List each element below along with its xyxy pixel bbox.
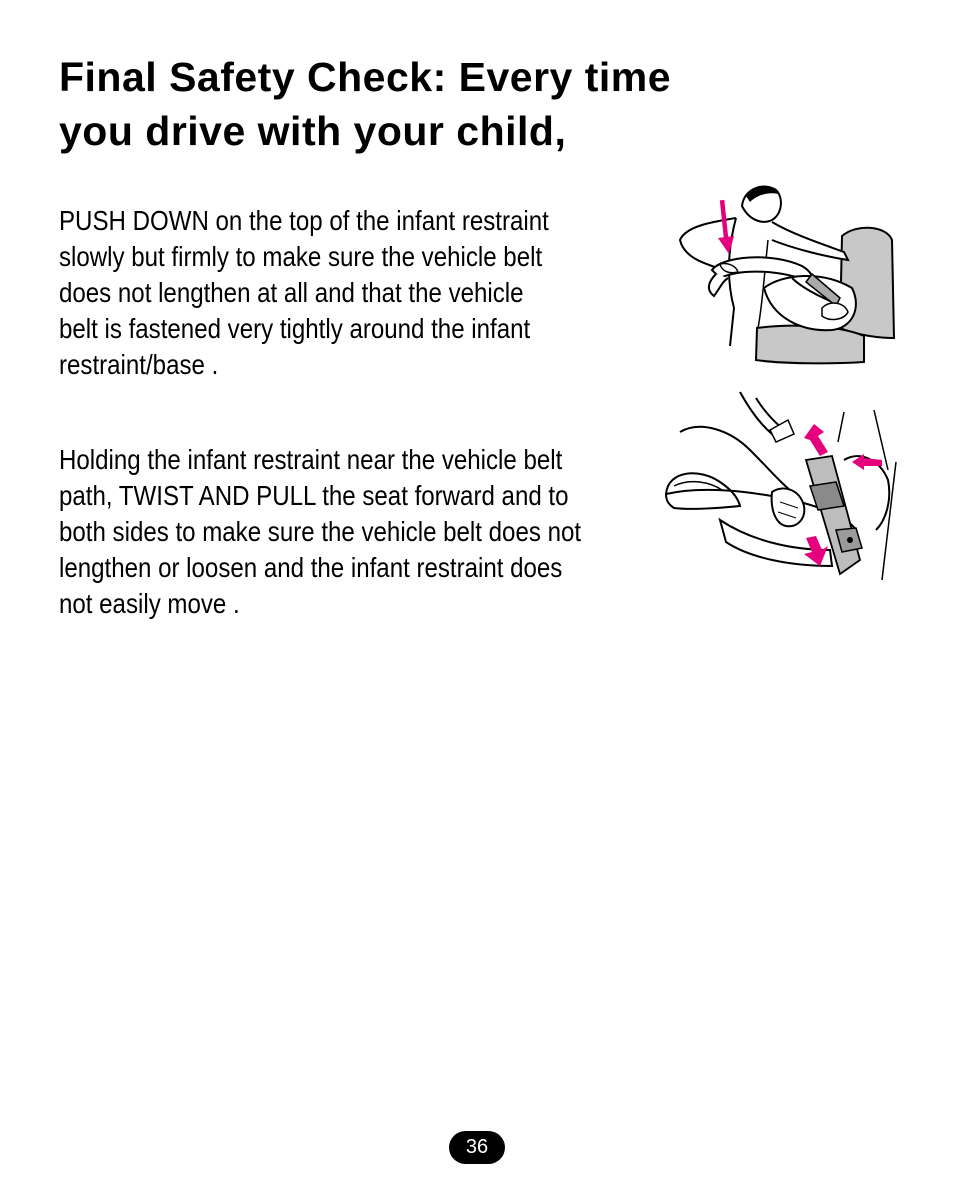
push-down-illustration <box>672 178 904 368</box>
text-line: path, TWIST AND PULL the seat forward and to <box>59 480 569 511</box>
twist-pull-instruction <box>59 442 661 622</box>
text-line: both sides to make sure the vehicle belt does not <box>59 516 582 547</box>
text-line: lengthen or loosen and the infant restraint does <box>59 552 563 583</box>
page-number-badge: 36 <box>449 1131 505 1164</box>
text-line: not easily move . <box>59 588 240 619</box>
push-down-arrow-icon <box>718 200 734 254</box>
text-line: slowly but firmly to make sure the vehicle belt <box>59 241 543 272</box>
text-line: belt is fastened very tightly around the infant <box>59 313 531 344</box>
push-down-instruction <box>59 203 661 383</box>
text-line: does not lengthen at all and that the vehicle <box>59 277 524 308</box>
text-line: restraint/base . <box>59 349 219 380</box>
text-line: Holding the infant restraint near the vehicle belt <box>59 444 563 475</box>
text-line: PUSH DOWN on the top of the infant restraint <box>59 205 549 236</box>
title-line-1: Final Safety Check: Every time <box>59 54 672 100</box>
twist-pull-illustration <box>660 390 905 582</box>
title-line-2: you drive with your child, <box>59 108 567 154</box>
page-title <box>59 50 879 158</box>
